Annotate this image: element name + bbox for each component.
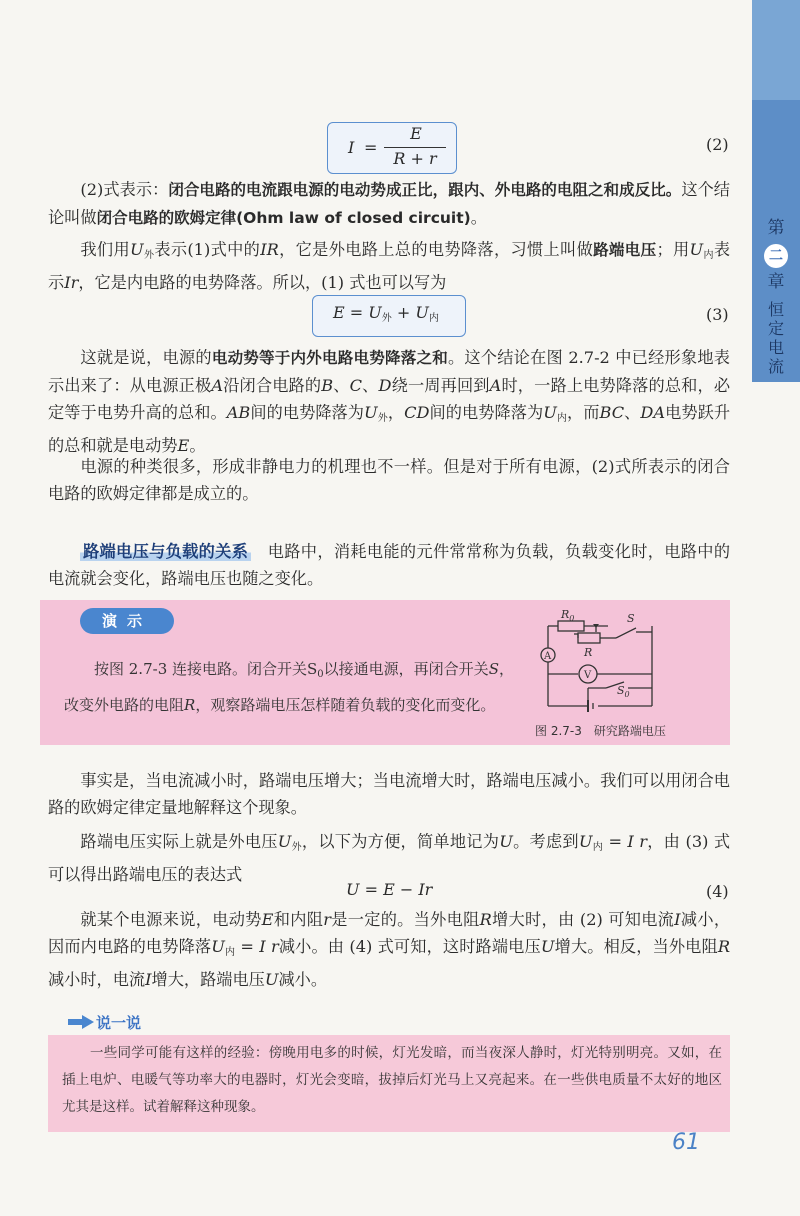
- chapter-tab-top: [752, 0, 800, 100]
- talk-heading: 说一说: [96, 1014, 142, 1032]
- eq2-denominator: R + r: [393, 149, 437, 168]
- para-fact: 事实是，当电流减小时，路端电压增大；当电流增大时，路端电压减小。我们可以用闭合电路的欧姆定律定量地解释这个现象。: [48, 771, 730, 817]
- eq2-numerator: E: [410, 124, 422, 143]
- fig-label-a: A: [544, 651, 552, 662]
- fig-label-v: V: [584, 670, 592, 681]
- fig-label-r0: $R_0$: [561, 608, 575, 623]
- eq2-fraction-bar: [384, 147, 446, 148]
- page-number: 61: [672, 1130, 700, 1155]
- eq4-label: (4): [706, 882, 729, 901]
- demo-pill: 演示: [80, 608, 174, 634]
- eq2-lhs: I: [348, 138, 355, 157]
- chapter-number: 二: [764, 244, 788, 268]
- para-ohm-law: (2)式表示：闭合电路的电流跟电源的电动势成正比，跟内、外电路的电阻之和成反比。这个结论叫做闭合电路的欧姆定律(Ohm law of closed circuit)。: [48, 180, 730, 227]
- eq4-expression: U = E − Ir: [346, 880, 433, 899]
- para-emf-sum: 这就是说，电源的电动势等于内外电路电势降落之和。这个结论在图 2.7-2 中已经形象地表示出来了：从电源正极A沿闭合电路的B、C、D绕一周再回到A时，一路上电势降落的总和，必定等于电势升高的总和。AB间的电势降落为$U_外$，CD间的电势降落为$U_内$，而BC、DA电势跃升的总和就是电动势E。: [48, 348, 731, 455]
- para-terminal-voltage: 我们用$U_外$表示(1)式中的IR，它是外电路上总的电势降落，习惯上叫做路端电压；用$U_内$表示Ir，它是内电路的电势降落。所以，(1) 式也可以写为: [48, 240, 731, 292]
- section-load-relation: 路端电压与负载的关系 电路中，消耗电能的元件常常称为负载，负载变化时，电路中的电流就会变化，路端电压也随之变化。: [48, 542, 731, 588]
- eq3-expression: $E = U_外 + U_内$: [333, 303, 439, 324]
- eq3-label: (3): [706, 305, 729, 324]
- fig-label-r: R: [584, 646, 593, 659]
- eq2-equals: =: [364, 138, 378, 157]
- para-terminal-expression: 路端电压实际上就是外电压$U_外$，以下为方便，简单地记为U。考虑到$U_内 = I$ r，由 (3) 式可以得出路端电压的表达式: [48, 832, 731, 884]
- section-tag: 路端电压与负载的关系: [80, 542, 251, 561]
- fig-label-s0: $S_0$: [617, 684, 630, 699]
- para-load-analysis: 就某个电源来说，电动势E和内阻r是一定的。当外电阻R增大时，由 (2) 可知电流I减小，因而内电路的电势降落$U_内 = I$ r减小。由 (4) 式可知，这时路端电压U增大。相反，当外电阻R减小时，电流I增大，路端电压U减小。: [48, 910, 731, 989]
- chapter-tab-di: 第: [767, 218, 785, 238]
- para-power-sources: 电源的种类很多，形成非静电力的机理也不一样。但是对于所有电源，(2)式所表示的闭合电路的欧姆定律都是成立的。: [48, 457, 730, 503]
- talk-text: 一些同学可能有这样的经验：傍晚用电多的时候，灯光发暗，而当夜深人静时，灯光特别明亮。又如，在插上电炉、电暖气等功率大的电器时，灯光会变暗，拔掉后灯光马上又亮起来。在一些供电质量不太好的地区尤其是这样。试着解释这种现象。: [62, 1045, 722, 1115]
- demo-text: 按图 2.7-3 连接电路。闭合开关$S_0$以接通电源，再闭合开关S，改变外电路的电阻R，观察路端电压怎样随着负载的变化而变化。: [64, 660, 514, 714]
- chapter-tab-zhang: 章: [767, 272, 785, 292]
- chapter-title: 恒定电流: [767, 300, 784, 376]
- figure-caption: 图 2.7-3 研究路端电压: [535, 724, 666, 738]
- fig-label-s: S: [627, 612, 635, 625]
- arrow-icon: [68, 1015, 94, 1029]
- circuit-diagram: [530, 602, 665, 720]
- eq2-label: (2): [706, 135, 729, 154]
